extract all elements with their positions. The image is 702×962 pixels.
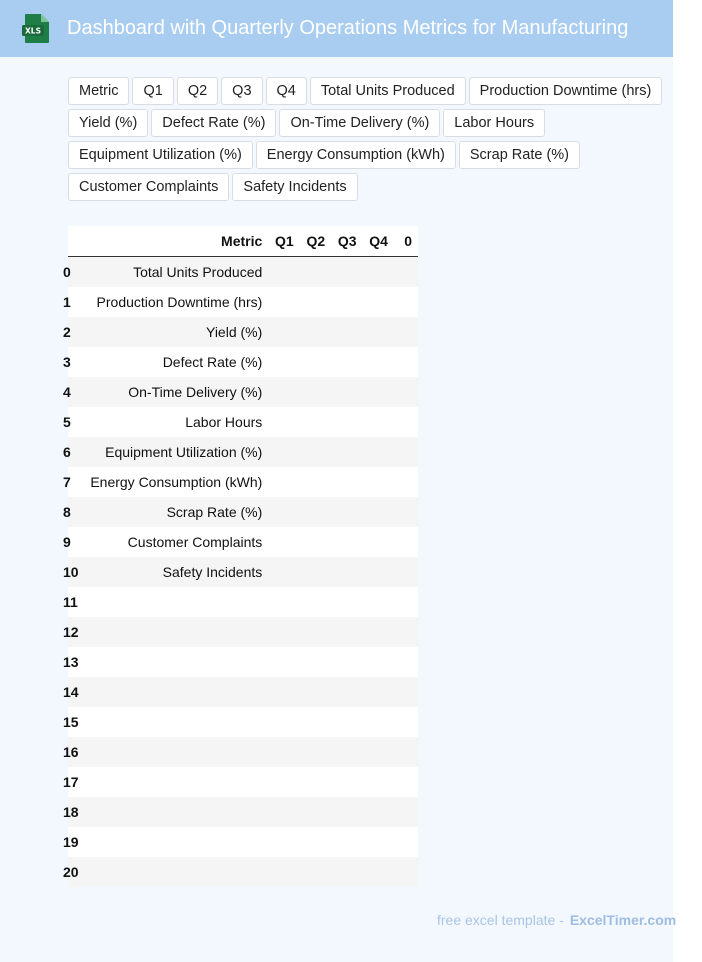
row-index-cell <box>63 647 79 677</box>
value-cell <box>300 737 331 767</box>
row-index-cell <box>63 257 79 288</box>
table-row <box>68 287 418 317</box>
value-cell <box>363 557 394 587</box>
value-cell <box>300 347 331 377</box>
row-index: 17 <box>63 774 79 790</box>
row-index-cell <box>63 497 79 527</box>
table-row <box>68 857 418 887</box>
value-cell <box>300 797 331 827</box>
value-cell <box>268 257 299 288</box>
value-cell <box>394 737 418 767</box>
value-cell <box>268 467 299 497</box>
value-cell <box>300 647 331 677</box>
column-header-q4: Q4 <box>363 226 394 257</box>
value-cell <box>331 647 362 677</box>
value-cell <box>331 527 362 557</box>
value-cell <box>268 587 299 617</box>
metric-cell: Labor Hours <box>185 414 263 430</box>
metric-cell <box>79 827 269 857</box>
value-cell <box>331 707 362 737</box>
value-cell <box>363 737 394 767</box>
value-cell <box>363 857 394 887</box>
value-cell <box>363 767 394 797</box>
value-cell <box>268 437 299 467</box>
footer-brand-link[interactable]: ExcelTimer.com <box>569 912 677 928</box>
value-cell <box>268 737 299 767</box>
value-cell <box>331 467 362 497</box>
metric-cell: Production Downtime (hrs) <box>96 294 263 310</box>
row-index-cell <box>63 857 79 887</box>
table-row <box>68 407 418 437</box>
table-row <box>68 677 418 707</box>
column-header-q1: Q1 <box>268 226 299 257</box>
value-cell <box>363 497 394 527</box>
table-row <box>68 827 418 857</box>
value-cell <box>331 857 362 887</box>
metric-cell: Energy Consumption (kWh) <box>90 474 263 490</box>
value-cell <box>300 677 331 707</box>
table-body <box>63 257 418 888</box>
table-header-row <box>68 226 418 257</box>
value-cell <box>394 467 418 497</box>
metric-cell <box>79 767 269 797</box>
row-index: 13 <box>63 654 79 670</box>
value-cell <box>331 797 362 827</box>
value-cell <box>331 377 362 407</box>
row-index: 16 <box>63 744 79 760</box>
row-index-cell <box>63 467 79 497</box>
row-index: 0 <box>63 264 71 280</box>
column-chip[interactable]: Q4 <box>266 77 307 105</box>
data-table-container <box>63 226 418 887</box>
value-cell <box>300 257 331 288</box>
value-cell <box>300 317 331 347</box>
row-index: 4 <box>63 384 71 400</box>
value-cell <box>268 617 299 647</box>
value-cell <box>331 497 362 527</box>
value-cell <box>394 527 418 557</box>
row-index: 2 <box>63 324 71 340</box>
column-chip[interactable]: Scrap Rate (%) <box>459 141 580 169</box>
column-chip[interactable]: Energy Consumption (kWh) <box>256 141 456 169</box>
value-cell <box>331 827 362 857</box>
row-index: 10 <box>63 564 79 580</box>
column-chip[interactable]: On-Time Delivery (%) <box>279 109 440 137</box>
value-cell <box>268 677 299 707</box>
row-index: 3 <box>63 354 71 370</box>
column-chip[interactable]: Yield (%) <box>68 109 148 137</box>
table-row <box>68 647 418 677</box>
column-chip-list <box>68 77 678 201</box>
row-index: 20 <box>63 864 79 880</box>
column-header-zero: 0 <box>394 226 418 257</box>
row-index: 5 <box>63 414 71 430</box>
row-index-cell <box>63 437 79 467</box>
row-index: 14 <box>63 684 79 700</box>
table-row <box>68 527 418 557</box>
row-index-cell <box>63 827 79 857</box>
value-cell <box>331 317 362 347</box>
metric-cell <box>79 587 269 617</box>
row-index-cell <box>63 317 79 347</box>
column-chip[interactable]: Q1 <box>132 77 173 105</box>
row-index: 1 <box>63 294 71 310</box>
column-chip[interactable]: Safety Incidents <box>232 173 357 201</box>
value-cell <box>394 437 418 467</box>
value-cell <box>268 767 299 797</box>
value-cell <box>300 467 331 497</box>
value-cell <box>268 317 299 347</box>
column-header-q3: Q3 <box>331 226 362 257</box>
value-cell <box>363 347 394 377</box>
value-cell <box>268 497 299 527</box>
value-cell <box>363 257 394 288</box>
table-row <box>68 707 418 737</box>
row-index-cell <box>63 617 79 647</box>
metric-cell: Scrap Rate (%) <box>166 504 263 520</box>
value-cell <box>394 647 418 677</box>
table-row <box>68 767 418 797</box>
value-cell <box>300 617 331 647</box>
value-cell <box>394 347 418 377</box>
value-cell <box>300 437 331 467</box>
row-index-cell <box>63 767 79 797</box>
value-cell <box>363 677 394 707</box>
table-row <box>68 347 418 377</box>
column-chip[interactable]: Equipment Utilization (%) <box>68 141 253 169</box>
value-cell <box>268 527 299 557</box>
index-header <box>68 226 79 257</box>
value-cell <box>394 377 418 407</box>
value-cell <box>394 857 418 887</box>
table-row <box>68 737 418 767</box>
row-index: 9 <box>63 534 71 550</box>
column-chip[interactable]: Metric <box>68 77 129 105</box>
value-cell <box>394 767 418 797</box>
table-row <box>68 587 418 617</box>
metric-cell: Equipment Utilization (%) <box>105 444 263 460</box>
row-index-cell <box>63 707 79 737</box>
value-cell <box>331 257 362 288</box>
value-cell <box>394 707 418 737</box>
value-cell <box>363 617 394 647</box>
metric-cell: Yield (%) <box>206 324 263 340</box>
value-cell <box>268 287 299 317</box>
value-cell <box>268 407 299 437</box>
value-cell <box>331 677 362 707</box>
table-row <box>68 557 418 587</box>
page-title: Dashboard with Quarterly Operations Metrics for Manufacturing <box>67 17 629 39</box>
value-cell <box>363 707 394 737</box>
value-cell <box>394 497 418 527</box>
value-cell <box>268 797 299 827</box>
value-cell <box>363 827 394 857</box>
metric-cell: On-Time Delivery (%) <box>128 384 263 400</box>
row-index-cell <box>63 677 79 707</box>
row-index-cell <box>63 287 79 317</box>
row-index: 15 <box>63 714 79 730</box>
row-index: 6 <box>63 444 71 460</box>
header-bar <box>0 0 673 57</box>
value-cell <box>394 677 418 707</box>
value-cell <box>394 407 418 437</box>
value-cell <box>300 497 331 527</box>
table-row <box>68 317 418 347</box>
row-index-cell <box>63 407 79 437</box>
row-index-cell <box>63 737 79 767</box>
value-cell <box>331 557 362 587</box>
metric-cell: Safety Incidents <box>162 564 263 580</box>
row-index-cell <box>63 797 79 827</box>
table-row <box>68 497 418 527</box>
value-cell <box>268 557 299 587</box>
column-chip[interactable]: Total Units Produced <box>310 77 466 105</box>
column-chip[interactable]: Q2 <box>177 77 218 105</box>
value-cell <box>300 767 331 797</box>
value-cell <box>394 257 418 288</box>
table-row <box>68 377 418 407</box>
column-header-q2: Q2 <box>300 226 331 257</box>
value-cell <box>363 797 394 827</box>
value-cell <box>394 557 418 587</box>
metric-cell <box>79 677 269 707</box>
row-index: 8 <box>63 504 71 520</box>
metric-cell <box>79 797 269 827</box>
column-chip[interactable]: Q3 <box>221 77 262 105</box>
value-cell <box>363 527 394 557</box>
value-cell <box>331 737 362 767</box>
data-table <box>63 226 418 887</box>
metric-cell: Customer Complaints <box>127 534 263 550</box>
column-chip[interactable]: Customer Complaints <box>68 173 229 201</box>
metric-cell: Total Units Produced <box>133 264 263 280</box>
value-cell <box>331 287 362 317</box>
value-cell <box>363 587 394 617</box>
row-index-cell <box>63 587 79 617</box>
logo-text: XLS <box>25 26 41 36</box>
row-index-cell <box>63 347 79 377</box>
value-cell <box>363 437 394 467</box>
row-index-cell <box>63 527 79 557</box>
metric-cell: Defect Rate (%) <box>162 354 263 370</box>
column-chip[interactable]: Defect Rate (%) <box>151 109 276 137</box>
row-index: 11 <box>63 594 78 610</box>
value-cell <box>363 407 394 437</box>
value-cell <box>268 707 299 737</box>
value-cell <box>394 617 418 647</box>
value-cell <box>268 857 299 887</box>
row-index: 18 <box>63 804 79 820</box>
value-cell <box>363 377 394 407</box>
value-cell <box>300 587 331 617</box>
metric-cell <box>79 737 269 767</box>
value-cell <box>300 377 331 407</box>
row-index: 19 <box>63 834 79 850</box>
table-row <box>68 257 418 288</box>
metric-cell <box>79 707 269 737</box>
table-row <box>68 797 418 827</box>
value-cell <box>300 827 331 857</box>
value-cell <box>268 647 299 677</box>
value-cell <box>394 797 418 827</box>
value-cell <box>363 287 394 317</box>
table-row <box>68 437 418 467</box>
value-cell <box>331 587 362 617</box>
value-cell <box>331 347 362 377</box>
value-cell <box>394 317 418 347</box>
footer <box>437 912 676 928</box>
value-cell <box>268 377 299 407</box>
row-index: 7 <box>63 474 71 490</box>
value-cell <box>363 317 394 347</box>
column-chip[interactable]: Labor Hours <box>443 109 545 137</box>
value-cell <box>331 767 362 797</box>
metric-cell <box>79 857 269 887</box>
value-cell <box>331 407 362 437</box>
value-cell <box>300 527 331 557</box>
metric-cell <box>79 647 269 677</box>
table-row <box>68 467 418 497</box>
table-row <box>68 617 418 647</box>
value-cell <box>300 707 331 737</box>
value-cell <box>268 827 299 857</box>
value-cell <box>363 467 394 497</box>
footer-text: free excel template - <box>437 912 564 928</box>
value-cell <box>394 587 418 617</box>
row-index-cell <box>63 377 79 407</box>
excel-file-icon <box>22 13 50 44</box>
value-cell <box>394 287 418 317</box>
value-cell <box>331 437 362 467</box>
value-cell <box>331 617 362 647</box>
row-index-cell <box>63 557 79 587</box>
row-index: 12 <box>63 624 79 640</box>
column-header-metric: Metric <box>79 226 269 257</box>
value-cell <box>300 557 331 587</box>
value-cell <box>363 647 394 677</box>
value-cell <box>300 287 331 317</box>
column-chip[interactable]: Production Downtime (hrs) <box>469 77 663 105</box>
metric-cell <box>79 617 269 647</box>
value-cell <box>300 857 331 887</box>
value-cell <box>268 347 299 377</box>
value-cell <box>394 827 418 857</box>
value-cell <box>300 407 331 437</box>
